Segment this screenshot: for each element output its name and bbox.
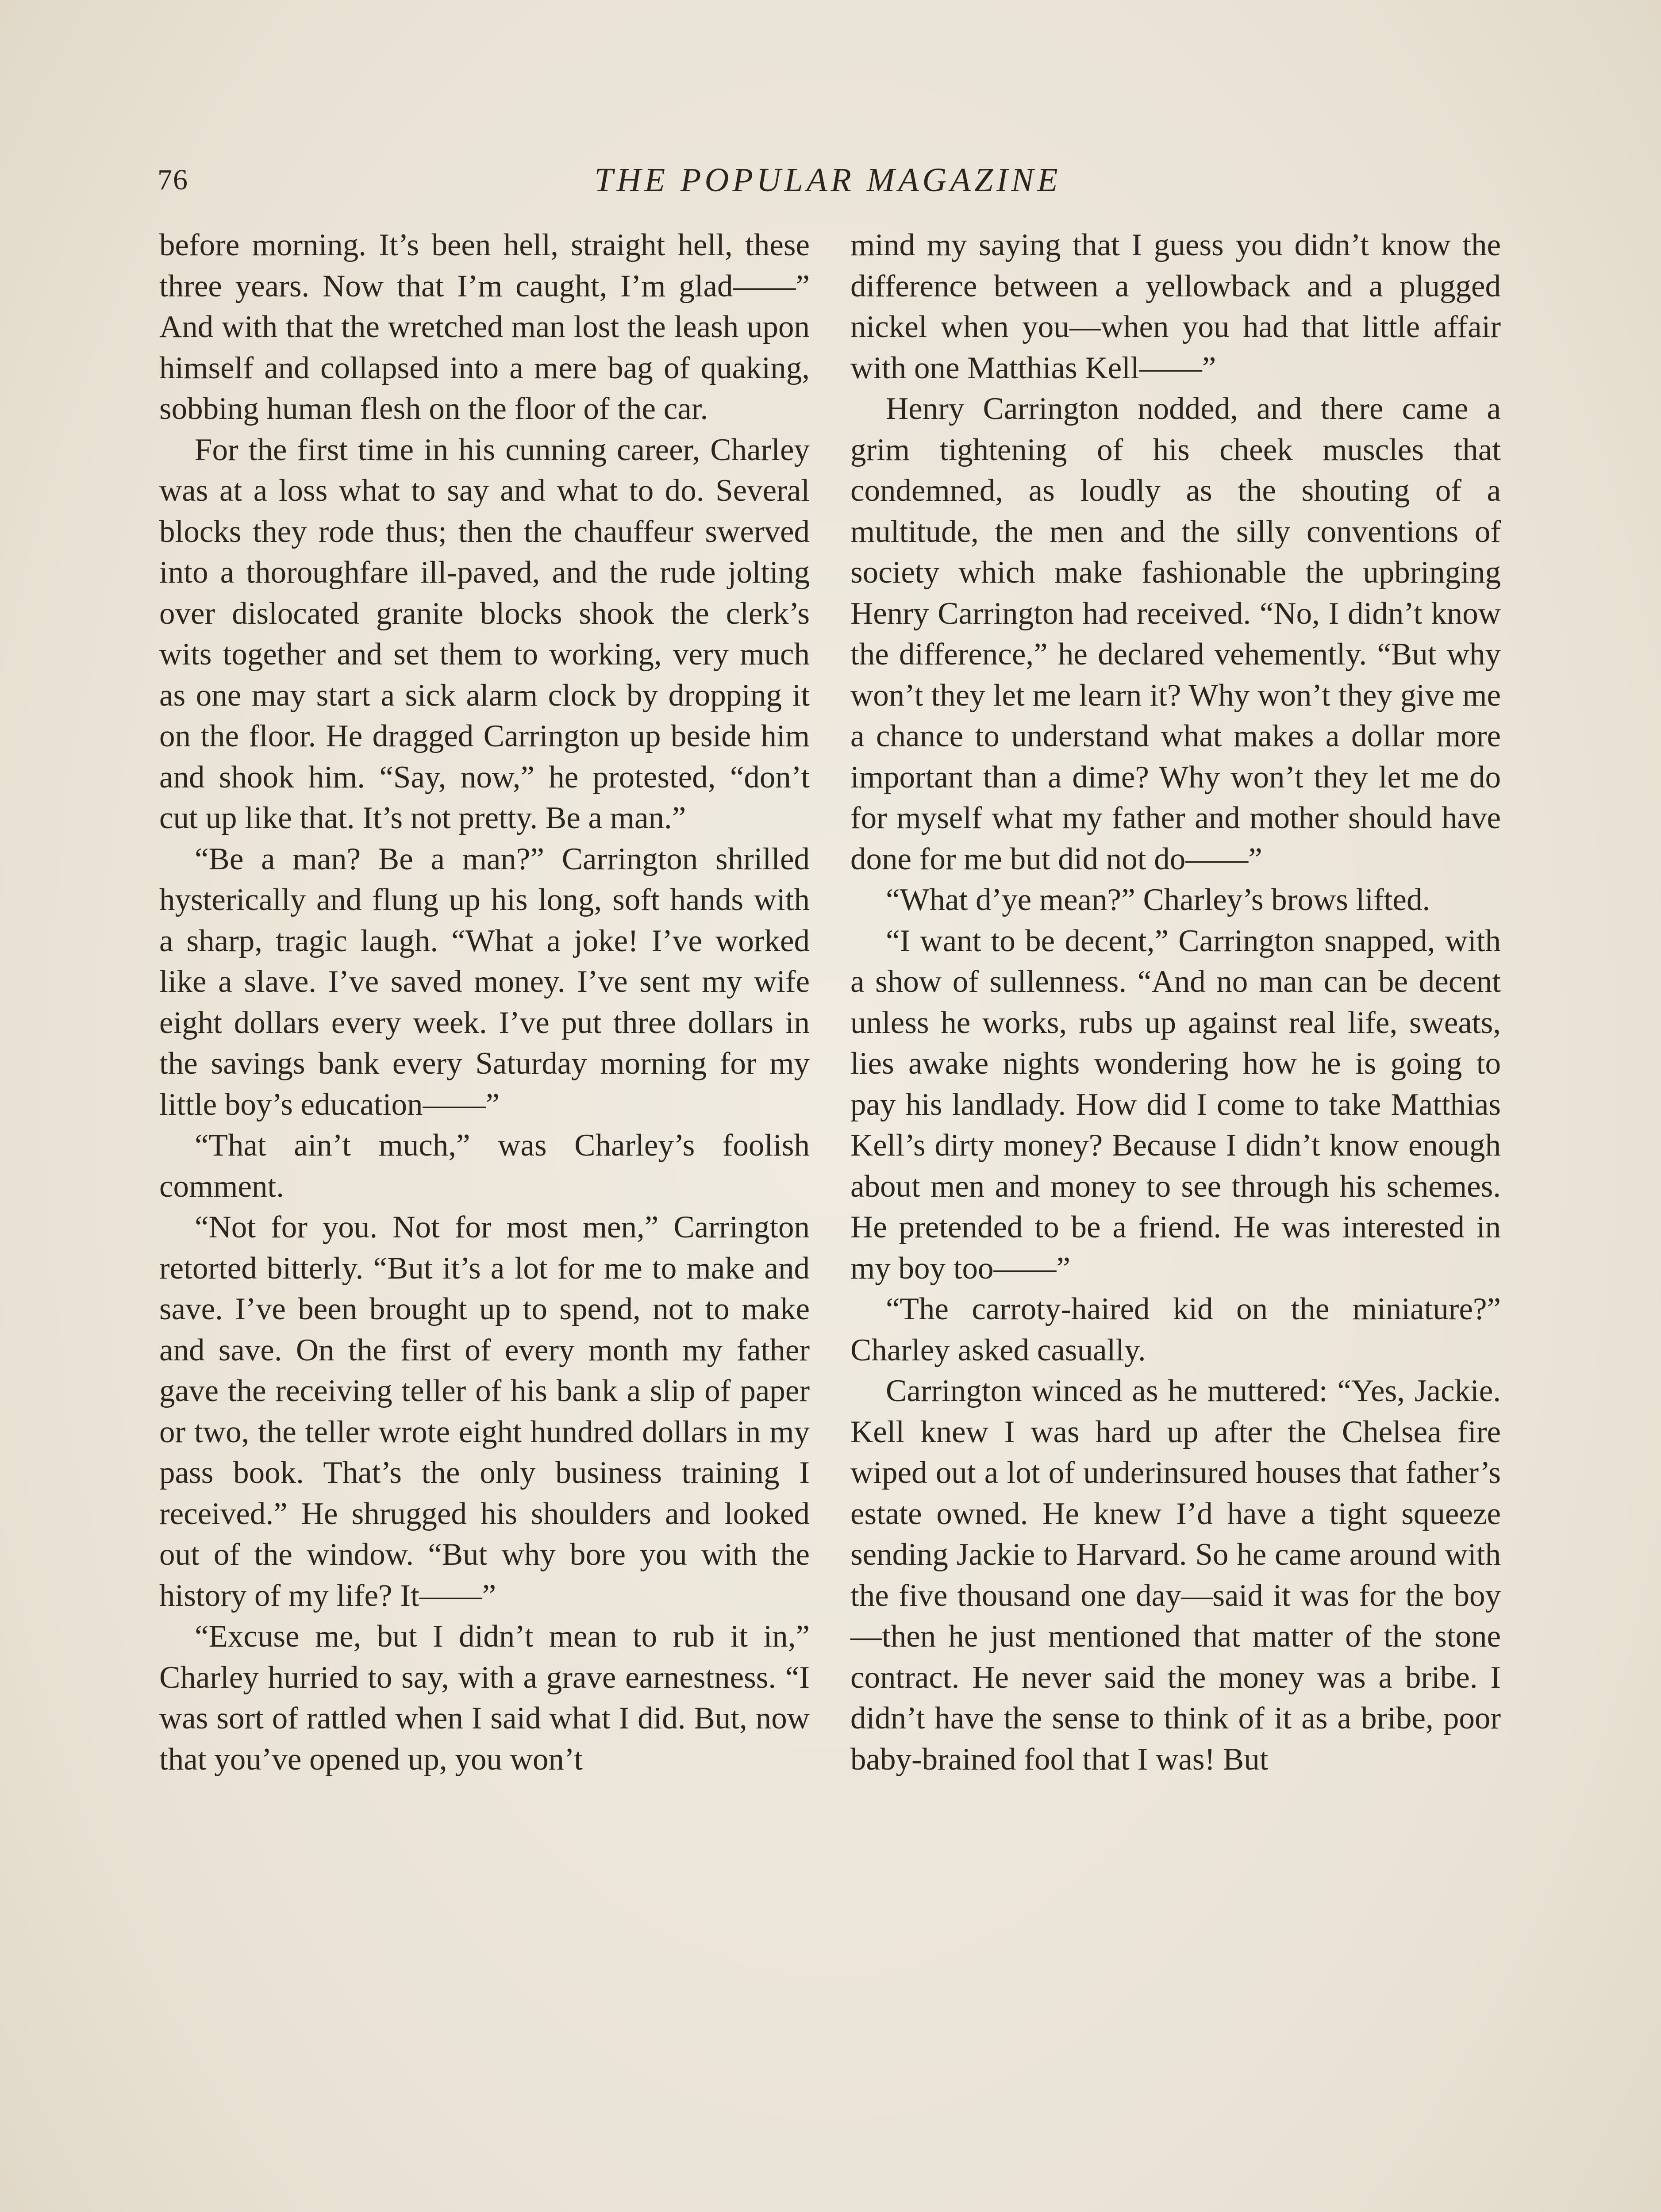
paragraph: mind my saying that I guess you didn’t know the difference between a yellowback and a plugged nickel when you—when you had that little affair with one Matthias Kell——” [850, 228, 1501, 385]
paragraph: Carrington winced as he muttered: “Yes, Jackie. Kell knew I was hard up after the Chelsea fire wiped out a lot of underinsured houses that father’s estate owned. He knew I’d have a tight squeeze sending Jackie to Harvard. So he came around with the five thousand one day—said it was for the boy—then he just mentioned that matter of the stone contract. He never said the money was a bribe. I didn’t have the sense to think of it as a bribe, poor baby-brained fool that I was! But [850, 1374, 1501, 1777]
paragraph: “I want to be decent,” Carrington snapped, with a show of sullenness. “And no man can be decent unless he works, rubs up against real life, sweats, lies awake nights wondering how he is going to pay his landlady. How did I come to take Matthias Kell’s dirty money? Because I didn’t know enough about men and money to see through his schemes. He pretended to be a friend. He was interested in my boy too——” [850, 923, 1501, 1286]
left-column [159, 225, 810, 1780]
paragraph: “That ain’t much,” was Charley’s foolish comment. [159, 1128, 810, 1204]
paragraph: “Not for you. Not for most men,” Carrington retorted bitterly. “But it’s a lot for me to make and save. I’ve been brought up to spend, not to make and save. On the first of every month my father gave the receiving teller of his bank a slip of paper or two, the teller wrote eight hundred dollars in my pass book. That’s the only business training I received.” He shrugged his shoulders and looked out of the window. “But why bore you with the history of my life? It——” [159, 1210, 810, 1613]
page-header [158, 156, 1498, 204]
paragraph: before morning. It’s been hell, straight hell, these three years. Now that I’m caught, I’m glad——” And with that the wretched man lost the leash upon himself and collapsed into a mere bag of quaking, sobbing human flesh on the floor of the car. [159, 228, 810, 426]
page-number: 76 [158, 164, 188, 196]
paragraph: “Be a man? Be a man?” Carrington shrilled hysterically and flung up his long, soft hands with a sharp, tragic laugh. “What a joke! I’ve worked like a slave. I’ve saved money. I’ve sent my wife eight dollars every week. I’ve put three dollars in the savings bank every Saturday morning for my little boy’s education——” [159, 841, 810, 1122]
paragraph: “What d’ye mean?” Charley’s brows lifted. [886, 883, 1430, 917]
running-title: THE POPULAR MAGAZINE [594, 161, 1061, 199]
paragraph: Henry Carrington nodded, and there came a grim tightening of his cheek muscles that condemned, as loudly as the shouting of a multitude, the men and the silly conventions of society which make fashionable the upbringing Henry Carrington had received. “No, I didn’t know the difference,” he declared vehemently. “But why won’t they let me learn it? Why won’t they give me a chance to understand what makes a dollar more important than a dime? Why won’t they let me do for myself what my father and mother should have done for me but did not do——” [850, 392, 1501, 876]
paragraph: “The carroty-haired kid on the miniature?” Charley asked casually. [850, 1292, 1501, 1367]
paragraph: For the first time in his cunning career, Charley was at a loss what to say and what to do. Several blocks they rode thus; then the chauffeur swerved into a thoroughfare ill-paved, and the rude jolting over dislocated granite blocks shook the clerk’s wits together and set them to working, very much as one may start a sick alarm clock by dropping it on the floor. He dragged Carrington up beside him and shook him. “Say, now,” he protested, “don’t cut up like that. It’s not pretty. Be a man.” [159, 432, 810, 835]
paragraph: “Excuse me, but I didn’t mean to rub it in,” Charley hurried to say, with a grave earnestness. “I was sort of rattled when I said what I did. But, now that you’ve opened up, you won’t [159, 1619, 810, 1777]
right-column [850, 225, 1501, 1780]
